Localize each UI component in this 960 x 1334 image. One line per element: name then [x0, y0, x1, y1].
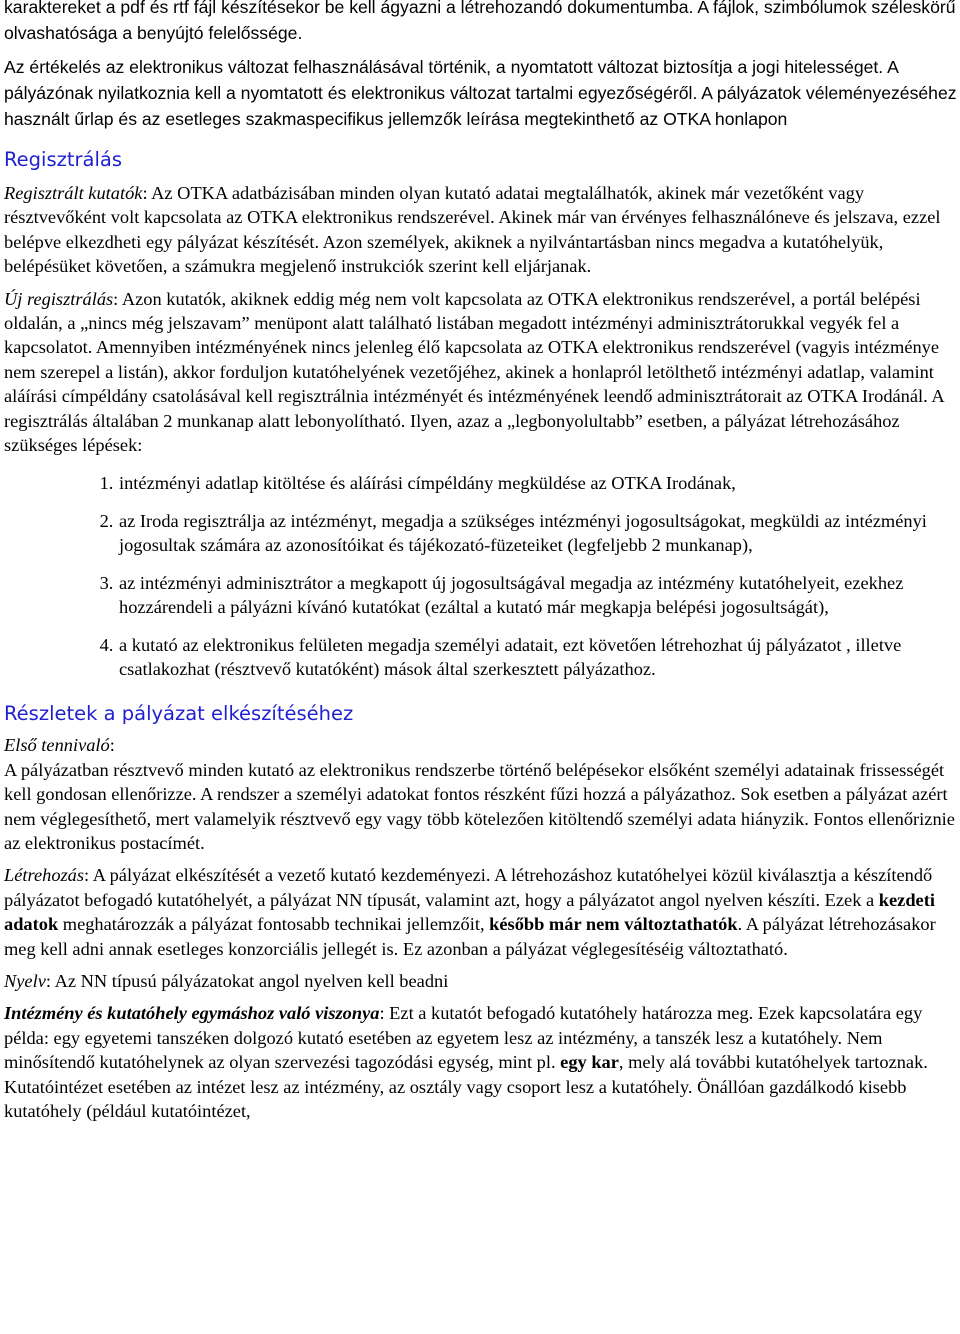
- institution-paragraph: [4, 1001, 958, 1123]
- intro-paragraph-2: Az értékelés az elektronikus változat felhasználásával történik, a nyomtatott változat biztosítja a jogi hitelességet. A pályázónak nyilatkoznia kell a nyomtatott és elektronikus változat tartalmi egyezőségéről. A pályázatok véleményezéséhez használt űrlap és az esetleges szakmaspecifikus jellemzők leírása megtekinthető az OTKA honlapon: [4, 57, 957, 129]
- section-heading-details: Részletek a pályázat elkészítéséhez: [4, 702, 354, 726]
- creation-text-1: : A pályázat elkészítését a vezető kutató kezdeményezi. A létrehozáshoz kutatóhelyei közül kiválasztja a készítendő pályázatot befogadó kutatóhelyét, a pályázat NN típusát, valamint azt, hogy a pályázatot angol nyelven készíti. Ezek a: [4, 865, 933, 910]
- creation-text-3: . A pályázat létrehozásakor meg kell adni annak esetleges konzorciális jellegét is. Ez azonban a pályázat véglegesítéséig változtatható.: [4, 914, 936, 959]
- creation-label: Létrehozás: [4, 865, 85, 886]
- new-registration-label: Új regisztrálás: [4, 288, 114, 309]
- language-label: Nyelv: [4, 970, 46, 991]
- list-item: 1. intézményi adatlap kitöltése és aláírási címpéldány megküldése az OTKA Irodának,: [118, 471, 958, 495]
- first-task-text: A pályázatban résztvevő minden kutató az elektronikus rendszerbe történő belépésekor elsőként személyi adatainak frissességét kell gondosan ellenőrizze. A rendszer a személyi adatokat fontos részként fűzi hozzá a pályázathoz. Sok esetben a pályázat azért nem véglegesíthető, mert valamelyik résztvevő egy vagy több kötelezően kitöltendő személyi adata hiányzik. Fontos ellenőriznie az elektronikus postacímét.: [4, 759, 955, 853]
- institution-bold-faculty: egy kar: [560, 1052, 619, 1073]
- language-paragraph: [4, 969, 958, 993]
- list-item: 4. a kutató az elektronikus felületen megadja személyi adatait, ezt követően létrehozhat új pályázatot , illetve csatlakozhat (résztvevő kutatóként) mások által szerkesztett pályázathoz.: [118, 633, 958, 682]
- first-task-colon: :: [109, 735, 115, 756]
- institution-text-2: , mely alá további kutatóhelyek tartoznak. Kutatóintézet esetében az intézet lesz az intézmény, az osztály vagy csoport lesz a kutatóhely. Önállóan gazdálkodó kisebb kutatóhely (például kutatóintézet,: [4, 1052, 928, 1121]
- creation-bold-initial-data: kezdeti adatok: [4, 889, 935, 935]
- creation-bold-not-changeable: később már nem változtathatók: [489, 914, 738, 935]
- section-heading-registration: Regisztrálás: [4, 148, 122, 171]
- language-text: : Az NN típusú pályázatokat angol nyelven kell beadni: [45, 970, 449, 991]
- list-item: 3. az intézményi adminisztrátor a megkapott új jogosultságával megadja az intézmény kutatóhelyeit, ezekhez hozzárendeli a pályázni kívánó kutatókat (ezáltal a kutató már megkapja belépési jogosultságát),: [118, 571, 958, 620]
- institution-text-1: : Ezt a kutatót befogadó kutatóhely határozza meg. Ezek kapcsolatára egy példa: egy egyetemi tanszéken dolgozó kutató esetében az egyetem lesz az intézmény, a tanszék lesz a kutatóhely. Nem minősítendő kutatóhelynek az olyan szervezési tagozódási egység, mint pl.: [4, 1003, 923, 1073]
- first-task-paragraph: [4, 733, 958, 855]
- registered-researchers-paragraph: [4, 181, 958, 279]
- first-task-label: Első tennivaló: [4, 735, 110, 756]
- list-item: 2. az Iroda regisztrálja az intézményt, megadja a szükséges intézményi jogosultságokat, megküldi az intézményi jogosultak számára az azonosítóikat és tájékozató-füzeteiket (legfeljebb 2 munkanap),: [118, 509, 958, 558]
- institution-label: Intézmény és kutatóhely egymáshoz való viszonya: [4, 1003, 380, 1024]
- creation-text-2: meghatározzák a pályázat fontosabb technikai jellemzőit,: [58, 914, 490, 935]
- intro-paragraph-1: karaktereket a pdf és rtf fájl készítésekor be kell ágyazni a létrehozandó dokumentumba. A fájlok, szimbólumok széleskörű olvashatósága a benyújtó felelőssége.: [4, 0, 956, 43]
- new-registration-paragraph: [4, 287, 958, 458]
- registered-researchers-label: Regisztrált kutatók: [4, 183, 143, 203]
- registered-researchers-text: : Az OTKA adatbázisában minden olyan kutató adatai megtalálhatók, akinek már vezetőként vagy résztvevőként volt kapcsolata az OTKA elektronikus rendszerével. Akinek már van érvényes felhasználóneve és jelszava, ezzel belépve elkezdheti egy pályázat készítését. Azon személyek, akiknek a nyilvántartásban nincs megadva a kutatóhelyük, belépésüket követően, a számukra megjelenő instrukciók szerint kell eljárjanak.: [4, 183, 941, 277]
- document-page: [4, 0, 958, 1131]
- new-registration-text: : Azon kutatók, akiknek eddig még nem volt kapcsolata az OTKA elektronikus rendszerével, a portál belépési oldalán, a „nincs még jelszavam” menüpont alatt található listában megadott intézményi adminisztrátorukkal vegyék fel a kapcsolatot. Amennyiben intézményének nincs jelenleg élő kapcsolata az OTKA elektronikus rendszerével (vagyis intézménye nem szerepel a listán), akkor forduljon kutatóhelyének vezetőjéhez, akinek a honlapról letölthető intézményi adatlap, valamint aláírási címpéldány csatolásával kell regisztrálnia intézményét és intézményének leendő adminisztrátorait az OTKA Irodánál. A regisztrálás általában 2 munkanap alatt lebonyolítható. Ilyen, azaz a „legbonyolultabb” esetben, a pályázat létrehozásához szükséges lépések:: [4, 288, 944, 456]
- registration-steps-list: [4, 471, 958, 681]
- creation-paragraph: [4, 863, 958, 961]
